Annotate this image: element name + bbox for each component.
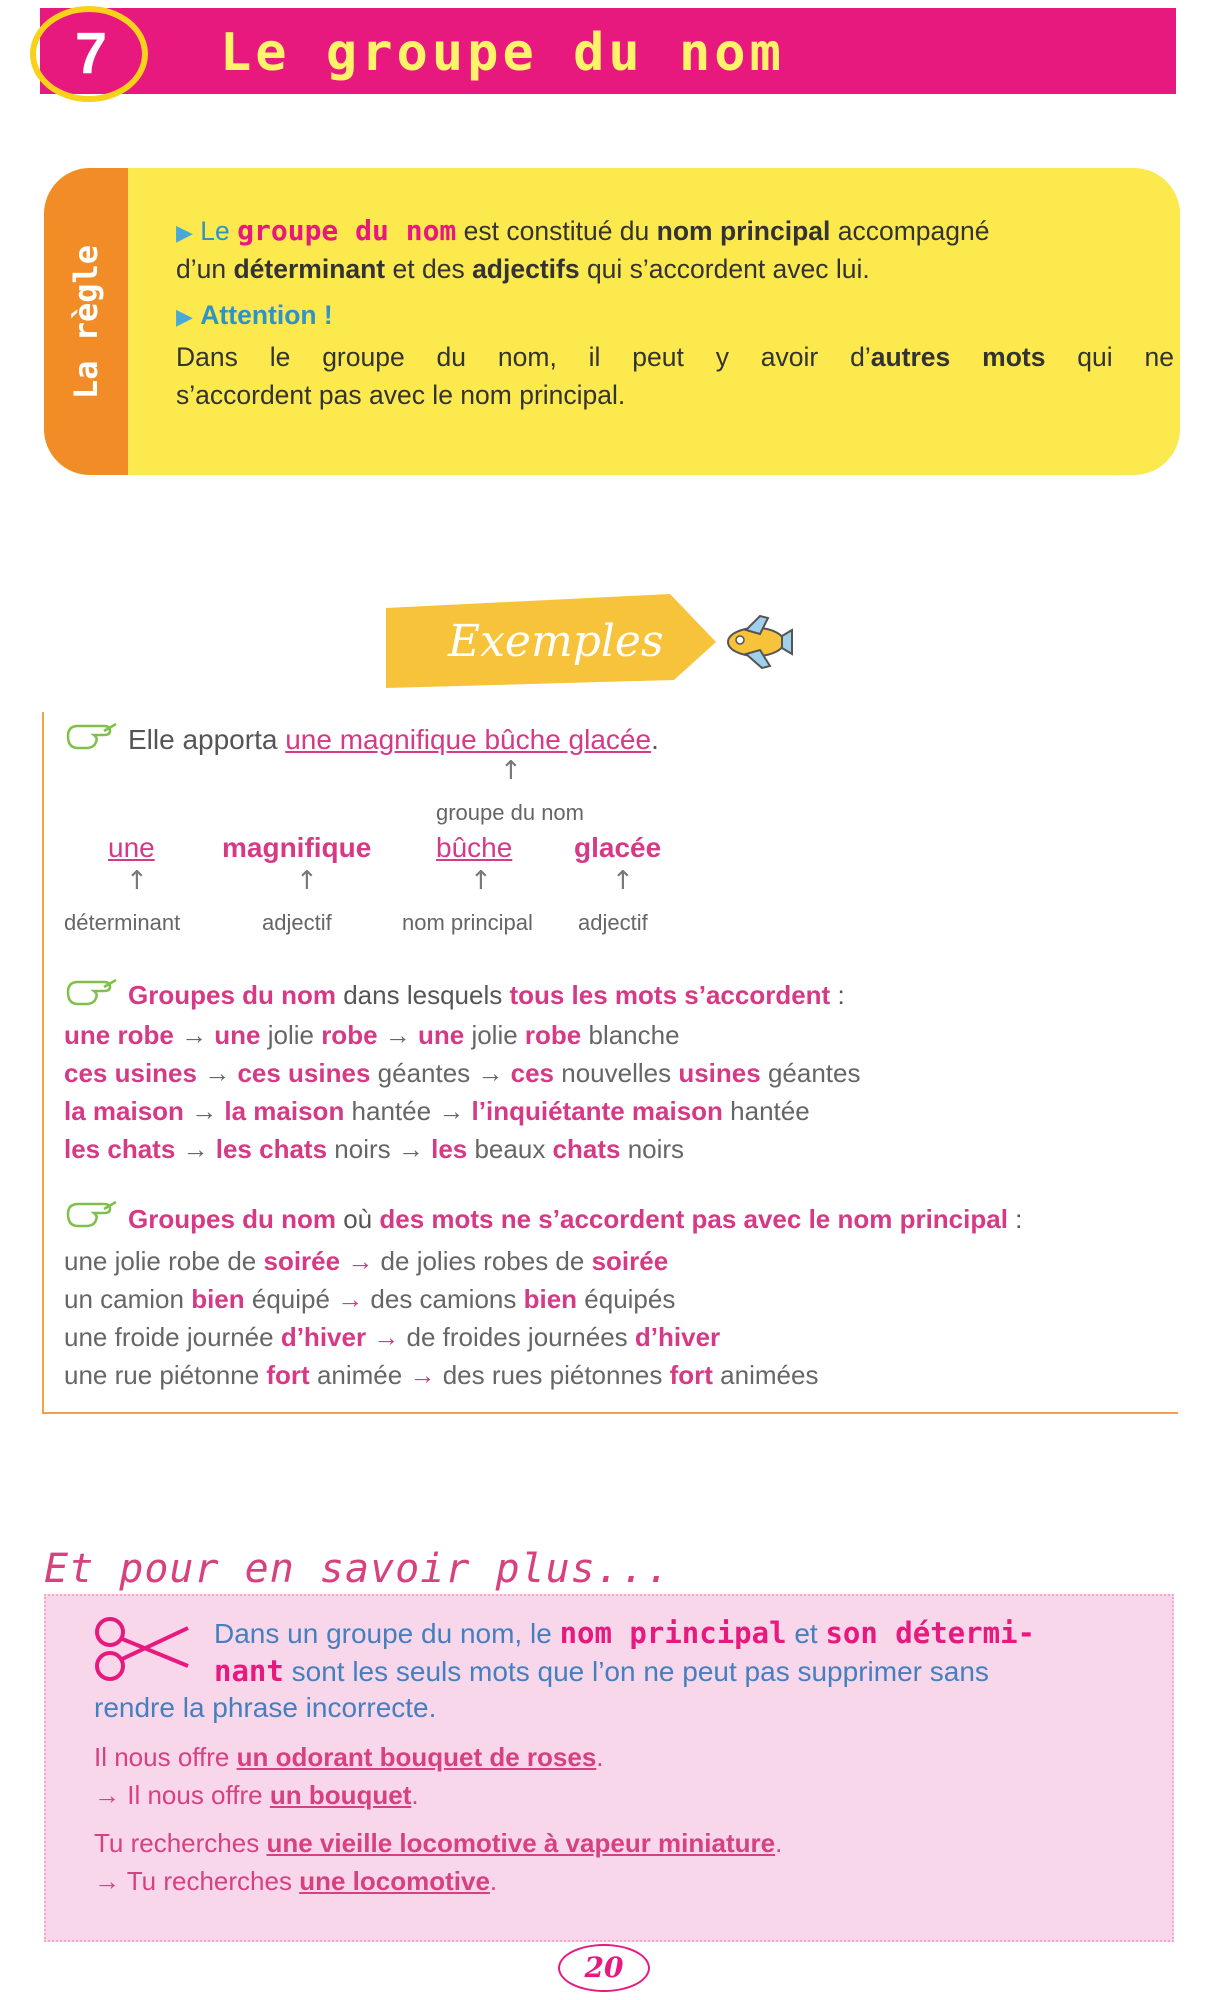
label-adjective-2: adjectif	[578, 910, 648, 935]
example-line: une rue piétonne fort animée → des rues piétonnes fort animées	[64, 1360, 819, 1390]
more-line-2: nant sont les seuls mots que l’on ne peut pas supprimer sans	[214, 1654, 989, 1688]
examples-border-left	[42, 712, 44, 1414]
more-example-2: Tu recherches une vieille locomotive à vapeur miniature.	[94, 1828, 783, 1858]
example-line: la maison → la maison hantée → l’inquiétante maison hantée	[64, 1096, 810, 1126]
pointing-hand-icon	[64, 720, 120, 752]
label-determiner: déterminant	[64, 910, 181, 935]
example-line: ces usines → ces usines géantes → ces nouvelles usines géantes	[64, 1058, 861, 1088]
chapter-number: 7	[74, 21, 108, 86]
more-example-1-result: → Il nous offre un bouquet.	[94, 1780, 419, 1810]
rule-box	[44, 168, 1180, 475]
group-label: groupe du nom	[436, 800, 584, 825]
example-line: un camion bien équipé → des camions bien équipés	[64, 1284, 676, 1314]
arrow-up-icon: ↑	[612, 866, 634, 896]
example-line: les chats → les chats noirs → les beaux chats noirs	[64, 1134, 685, 1164]
word-determiner: une	[108, 832, 155, 863]
example-sentence: Elle apporta une magnifique bûche glacée.	[128, 724, 659, 755]
page-number: 20	[558, 1944, 650, 1992]
exemples-banner	[386, 590, 716, 688]
airplane-icon	[716, 612, 794, 672]
rule-attention: ▶ Attention !	[176, 300, 333, 330]
more-example-2-result: → Tu recherches une locomotive.	[94, 1866, 498, 1896]
nonagree-heading: Groupes du nom où des mots ne s’accordent pas avec le nom principal :	[128, 1204, 1023, 1234]
exemples-label: Exemples	[448, 616, 664, 667]
rule-tab-label: La règle	[67, 244, 105, 399]
arrow-up-icon: ↑	[296, 866, 318, 896]
example-line: une jolie robe de soirée → de jolies robes de soirée	[64, 1246, 669, 1276]
example-line: une froide journée d’hiver → de froides journées d’hiver	[64, 1322, 721, 1352]
scissors-icon	[92, 1614, 192, 1684]
rule-line-1: ▶ Le groupe du nom est constitué du nom principal accompagné	[176, 214, 990, 247]
more-line-3: rendre la phrase incorrecte.	[94, 1692, 437, 1723]
examples-border-bottom	[42, 1412, 1178, 1414]
example-line: une robe → une jolie robe → une jolie robe blanche	[64, 1020, 680, 1050]
arrow-up-icon: ↑	[470, 866, 492, 896]
more-title: Et pour en savoir plus...	[44, 1546, 672, 1592]
agree-heading: Groupes du nom dans lesquels tous les mots s’accordent :	[128, 980, 845, 1010]
word-adjective-1: magnifique	[222, 832, 372, 863]
more-line-1: Dans un groupe du nom, le nom principal et son détermi-	[214, 1616, 1035, 1650]
word-adjective-2: glacée	[574, 832, 662, 863]
label-adjective-1: adjectif	[262, 910, 332, 935]
arrow-up-icon: ↑	[126, 866, 148, 896]
word-main-noun: bûche	[436, 832, 513, 863]
triangle-bullet-icon: ▶	[176, 304, 193, 329]
pointing-hand-icon	[64, 1198, 120, 1230]
rule-line-3: Dans le groupe du nom, il peut y avoir d’autres mots qui ne	[176, 342, 1174, 372]
rule-line-2: d’un déterminant et des adjectifs qui s’accordent avec lui.	[176, 254, 870, 284]
more-example-1: Il nous offre un odorant bouquet de roses.	[94, 1742, 604, 1772]
label-main-noun: nom principal	[402, 910, 533, 935]
pointing-hand-icon	[64, 976, 120, 1008]
rule-line-4: s’accordent pas avec le nom principal.	[176, 380, 626, 410]
arrow-up-icon: ↑	[500, 756, 522, 786]
triangle-bullet-icon: ▶	[176, 220, 193, 245]
chapter-title: Le groupe du nom	[220, 23, 785, 83]
